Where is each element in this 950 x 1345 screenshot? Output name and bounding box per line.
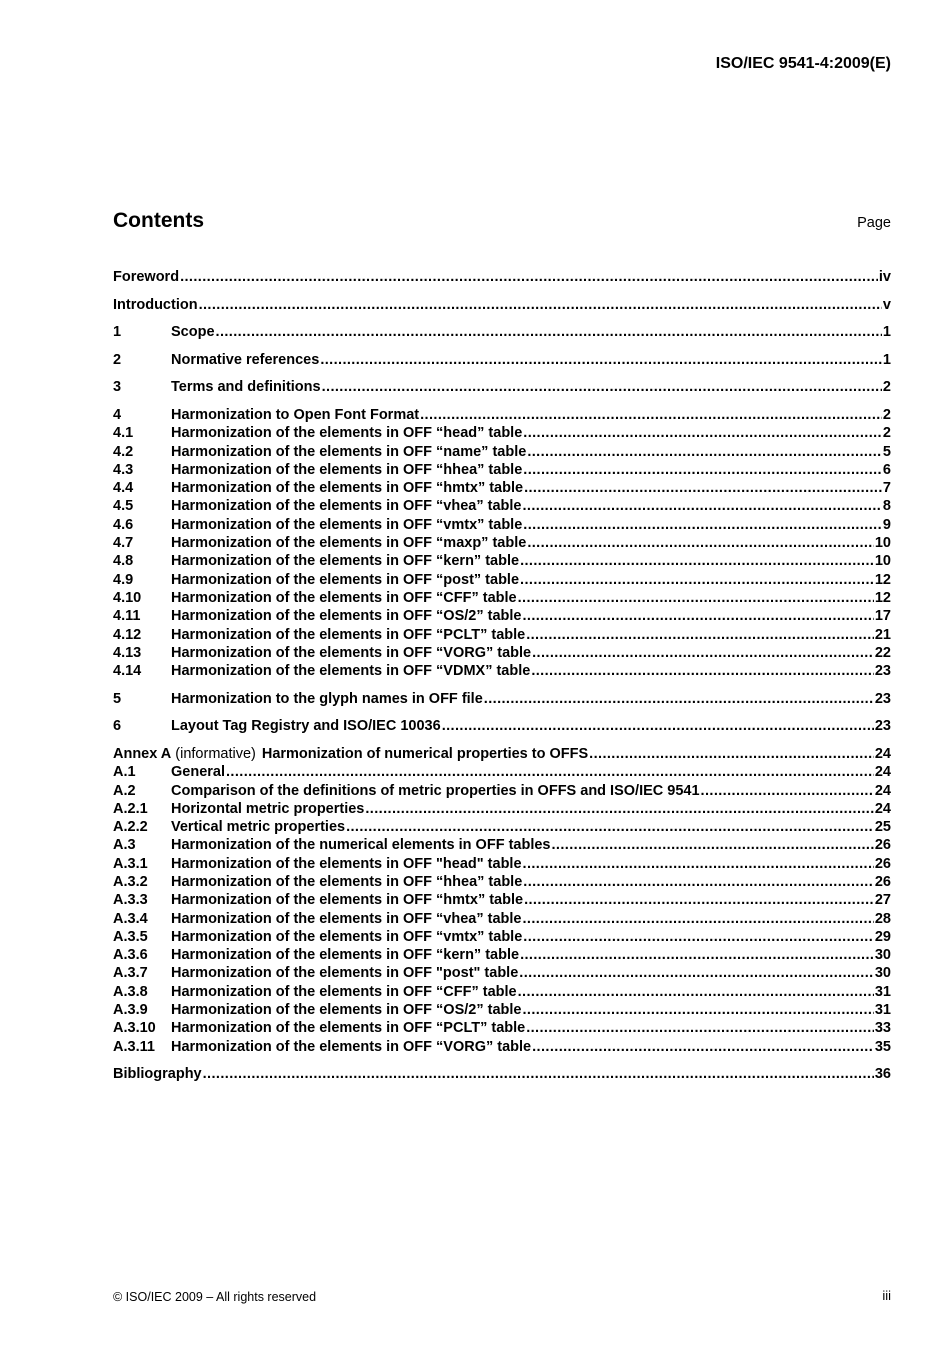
toc-entry-number: 4.5	[113, 498, 134, 515]
toc-entry-title: Harmonization of the elements in OFF “post” table	[171, 571, 520, 588]
toc-entry-title: Harmonization of the elements in OFF "head" table	[171, 855, 522, 872]
toc-entry[interactable]	[113, 836, 891, 854]
toc-entry-page: 1	[882, 351, 891, 368]
toc-entry-title: Harmonization of the elements in OFF “VDMX” table	[171, 663, 531, 680]
toc-entry-title: Harmonization to the glyph names in OFF file	[171, 690, 483, 707]
toc-entry-title: Comparison of the definitions of metric properties in OFFS and ISO/IEC 9541	[171, 782, 700, 799]
dot-leader	[522, 1001, 873, 1019]
toc-entry-page: 22	[874, 644, 891, 661]
toc-entry-number: 4	[113, 406, 122, 423]
toc-entry-number: A.3	[113, 837, 136, 854]
dot-leader	[442, 717, 874, 735]
dot-leader	[520, 552, 874, 570]
toc-entry-number: 4.8	[113, 553, 134, 570]
toc-entry-title: Terms and definitions	[171, 379, 321, 396]
toc-entry-title: Harmonization of the elements in OFF “PCLT” table	[171, 1020, 526, 1037]
toc-entry[interactable]	[113, 983, 891, 1001]
annex-note: (informative)	[175, 745, 256, 762]
toc-entry-title: Harmonization to Open Font Format	[171, 406, 420, 423]
toc-entry[interactable]	[113, 964, 891, 982]
toc-entry[interactable]	[113, 717, 891, 735]
dot-leader	[520, 571, 874, 589]
toc-entry-title: Harmonization of the elements in OFF “kern” table	[171, 553, 520, 570]
toc-entry-page: 12	[874, 571, 891, 588]
toc-entry-number: A.3.3	[113, 892, 148, 909]
toc-entry[interactable]	[113, 1065, 891, 1083]
toc-entry[interactable]	[113, 378, 891, 396]
toc-entry-title: Harmonization of the elements in OFF “CFF” table	[171, 983, 517, 1000]
toc-entry[interactable]	[113, 406, 891, 424]
toc-entry-page: 24	[874, 782, 891, 799]
toc-annex-title	[113, 745, 588, 763]
toc-entry-page: 21	[874, 626, 891, 643]
toc-entry-number: 4.13	[113, 644, 142, 661]
toc-entry-number: 4.2	[113, 443, 134, 460]
toc-entry-title: Vertical metric properties	[171, 819, 346, 836]
toc-entry-number: 4.7	[113, 535, 134, 552]
toc-entry-page: 2	[882, 379, 891, 396]
toc-entry-page: 29	[874, 928, 891, 945]
toc-entry[interactable]	[113, 690, 891, 708]
dot-leader	[523, 516, 882, 534]
toc-entry-title: Harmonization of the elements in OFF “kern” table	[171, 947, 520, 964]
toc-entry-number: 4.1	[113, 425, 134, 442]
toc-entry[interactable]	[113, 534, 891, 552]
toc-entry-title: Harmonization of the elements in OFF “vhea” table	[171, 498, 522, 515]
dot-leader	[532, 1038, 874, 1056]
dot-leader	[518, 589, 874, 607]
dot-leader	[523, 928, 874, 946]
toc-entry-number: 2	[113, 351, 122, 368]
toc-entry[interactable]	[113, 607, 891, 625]
toc-entry-title: General	[171, 764, 225, 781]
toc-entry[interactable]	[113, 626, 891, 644]
toc-entry[interactable]	[113, 662, 891, 680]
toc-entry-title: Harmonization of the elements in OFF “vmtx” table	[171, 516, 523, 533]
dot-leader	[523, 873, 874, 891]
toc-entry[interactable]	[113, 479, 891, 497]
toc-entry-page: 8	[882, 498, 891, 515]
dot-leader	[527, 443, 882, 461]
dot-leader	[523, 424, 882, 442]
toc-entry-number: 3	[113, 379, 122, 396]
toc-entry-page: 5	[882, 443, 891, 460]
dot-leader	[701, 782, 874, 800]
toc-entry[interactable]	[113, 351, 891, 369]
toc-entry-title: Harmonization of the elements in OFF "post" table	[171, 965, 519, 982]
dot-leader	[346, 818, 874, 836]
toc-entry-page: 23	[874, 663, 891, 680]
dot-leader	[589, 745, 874, 763]
toc-entry[interactable]	[113, 891, 891, 909]
toc-entry-page: 30	[874, 947, 891, 964]
toc-entry-title: Harmonization of the elements in OFF “maxp” table	[171, 535, 527, 552]
toc-entry-number: A.3.1	[113, 855, 148, 872]
toc-entry-number: A.2.2	[113, 819, 148, 836]
dot-leader	[520, 946, 874, 964]
toc-entry-number: 4.10	[113, 589, 142, 606]
toc-entry-title: Harmonization of the elements in OFF “hmtx” table	[171, 480, 524, 497]
toc-entry-number: A.2	[113, 782, 136, 799]
page-column-label: Page	[857, 215, 891, 231]
toc-entry-page: 24	[874, 764, 891, 781]
toc-entry-number: A.3.7	[113, 965, 148, 982]
toc-entry[interactable]	[113, 1019, 891, 1037]
toc-entry[interactable]	[113, 323, 891, 341]
toc-entry-title: Harmonization of the elements in OFF “vhea” table	[171, 910, 522, 927]
toc-entry-title: Harmonization of the elements in OFF “PCLT” table	[171, 626, 526, 643]
toc-entry-page: 28	[874, 910, 891, 927]
toc-entry-page: v	[882, 296, 891, 313]
toc-entry-number: A.3.10	[113, 1020, 156, 1037]
dot-leader	[522, 607, 873, 625]
toc-entry-title: Harmonization of the elements in OFF “hmtx” table	[171, 892, 524, 909]
toc-entry-title: Harmonization of the elements in OFF “name” table	[171, 443, 527, 460]
dot-leader	[322, 378, 882, 396]
toc-entry-title: Harmonization of the elements in OFF “vmtx” table	[171, 928, 523, 945]
dot-leader	[226, 763, 874, 781]
toc-entry[interactable]	[113, 443, 891, 461]
toc-entry-title: Harmonization of the elements in OFF “hhea” table	[171, 873, 523, 890]
toc-entry[interactable]	[113, 928, 891, 946]
toc-entry-title: Harmonization of the elements in OFF “VORG” table	[171, 644, 532, 661]
toc-entry[interactable]	[113, 571, 891, 589]
dot-leader	[518, 983, 874, 1001]
toc-entry[interactable]	[113, 424, 891, 442]
toc-entry[interactable]	[113, 461, 891, 479]
toc-entry[interactable]	[113, 855, 891, 873]
toc-entry-page: 31	[874, 983, 891, 1000]
toc-entry-page: 2	[882, 425, 891, 442]
toc-entry[interactable]	[113, 1038, 891, 1056]
toc-entry-page: 35	[874, 1038, 891, 1055]
toc-entry-number: 6	[113, 718, 122, 735]
toc-entry-page: 6	[882, 461, 891, 478]
toc-entry-title: Foreword	[113, 269, 180, 285]
toc-entry-title: Horizontal metric properties	[171, 800, 365, 817]
toc-entry-number: A.3.9	[113, 1002, 148, 1019]
toc-entry-page: 7	[882, 480, 891, 497]
contents-heading-row	[113, 209, 891, 233]
toc-entry-page: iv	[878, 269, 891, 285]
dot-leader	[522, 910, 873, 928]
toc-entry-title: Harmonization of the elements in OFF “OS/2” table	[171, 1002, 522, 1019]
page-number-footer: iii	[882, 1288, 891, 1303]
toc-entry[interactable]	[113, 268, 891, 286]
dot-leader	[527, 534, 874, 552]
toc-entry[interactable]	[113, 910, 891, 928]
toc-entry[interactable]	[113, 497, 891, 515]
toc-entry-number: 4.12	[113, 626, 142, 643]
toc-entry-title: Harmonization of the elements in OFF “hhea” table	[171, 461, 523, 478]
toc-entry[interactable]	[113, 800, 891, 818]
dot-leader	[526, 1019, 874, 1037]
toc-entry[interactable]	[113, 873, 891, 891]
toc-entry-page: 24	[874, 745, 891, 762]
toc-entry-number: 1	[113, 324, 122, 341]
toc-entry[interactable]	[113, 589, 891, 607]
toc-entry-page: 31	[874, 1002, 891, 1019]
toc-entry-number: 4.11	[113, 608, 141, 625]
dot-leader	[532, 644, 874, 662]
toc-entry-number: A.3.8	[113, 983, 148, 1000]
dot-leader	[484, 690, 874, 708]
toc-entry-title: Harmonization of the elements in OFF “head” table	[171, 425, 523, 442]
toc-entry-page: 2	[882, 406, 891, 423]
toc-entry-page: 33	[874, 1020, 891, 1037]
toc-entry[interactable]	[113, 818, 891, 836]
toc-entry[interactable]	[113, 296, 891, 314]
toc-entry[interactable]	[113, 745, 891, 763]
toc-entry-page: 9	[882, 516, 891, 533]
toc-entry-number: 4.3	[113, 461, 134, 478]
toc-entry-number: A.1	[113, 764, 136, 781]
toc-entry-page: 23	[874, 690, 891, 707]
toc-entry-title: Harmonization of the numerical elements in OFF tables	[171, 837, 551, 854]
document-id-header: ISO/IEC 9541-4:2009(E)	[715, 55, 891, 72]
toc-entry-title: Bibliography	[113, 1066, 202, 1083]
toc-entry-page: 26	[874, 873, 891, 890]
toc-entry-page: 10	[874, 535, 891, 552]
dot-leader	[522, 497, 881, 515]
contents-title: Contents	[113, 209, 204, 232]
dot-leader	[216, 323, 882, 341]
toc-entry-title: Harmonization of the elements in OFF “CFF” table	[171, 589, 517, 606]
toc-entry-page: 36	[874, 1066, 891, 1083]
toc-entry-number: A.2.1	[113, 800, 148, 817]
toc-entry-page: 30	[874, 965, 891, 982]
toc-entry[interactable]	[113, 782, 891, 800]
dot-leader	[552, 836, 874, 854]
toc-entry-title: Harmonization of the elements in OFF “OS/2” table	[171, 608, 522, 625]
toc-entry-page: 26	[874, 855, 891, 872]
toc-entry-number: 4.14	[113, 663, 142, 680]
dot-leader	[519, 964, 874, 982]
copyright-footer: © ISO/IEC 2009 – All rights reserved	[113, 1290, 317, 1304]
toc-entry-page: 25	[874, 819, 891, 836]
toc-entry-title: Introduction	[113, 296, 198, 313]
toc-entry-number: A.3.11	[113, 1038, 155, 1055]
dot-leader	[420, 406, 882, 424]
dot-leader	[180, 268, 878, 286]
toc-entry-page: 27	[874, 892, 891, 909]
toc-entry-number: 4.9	[113, 571, 134, 588]
toc-entry-number: A.3.4	[113, 910, 148, 927]
toc-entry-title: Normative references	[171, 351, 320, 368]
toc-entry-title: Scope	[171, 324, 215, 341]
toc-entry-page: 24	[874, 800, 891, 817]
toc-entry[interactable]	[113, 763, 891, 781]
annex-label: Annex A	[113, 745, 172, 762]
dot-leader	[365, 800, 873, 818]
toc-entry-number: A.3.2	[113, 873, 148, 890]
dot-leader	[524, 479, 882, 497]
toc-entry[interactable]	[113, 946, 891, 964]
dot-leader	[199, 296, 882, 314]
toc-entry-page: 26	[874, 837, 891, 854]
toc-entry-number: A.3.5	[113, 928, 148, 945]
table-of-contents	[113, 268, 891, 1084]
dot-leader	[531, 662, 874, 680]
toc-entry-page: 12	[874, 589, 891, 606]
toc-entry[interactable]	[113, 644, 891, 662]
dot-leader	[320, 351, 882, 369]
toc-entry[interactable]	[113, 552, 891, 570]
dot-leader	[524, 891, 874, 909]
dot-leader	[203, 1065, 874, 1083]
dot-leader	[523, 461, 882, 479]
toc-entry-page: 23	[874, 718, 891, 735]
toc-entry-title: Layout Tag Registry and ISO/IEC 10036	[171, 718, 441, 735]
toc-entry-title: Harmonization of numerical properties to OFFS	[261, 745, 589, 762]
toc-entry-page: 17	[874, 608, 891, 625]
dot-leader	[526, 626, 874, 644]
toc-entry[interactable]	[113, 1001, 891, 1019]
toc-entry-number: 5	[113, 690, 122, 707]
toc-entry-title: Harmonization of the elements in OFF “VORG” table	[171, 1038, 532, 1055]
toc-entry[interactable]	[113, 516, 891, 534]
toc-entry-number: A.3.6	[113, 947, 148, 964]
toc-entry-page: 10	[874, 553, 891, 570]
toc-entry-page: 1	[882, 324, 891, 341]
dot-leader	[523, 855, 874, 873]
toc-entry-number: 4.4	[113, 480, 134, 497]
toc-entry-number: 4.6	[113, 516, 134, 533]
